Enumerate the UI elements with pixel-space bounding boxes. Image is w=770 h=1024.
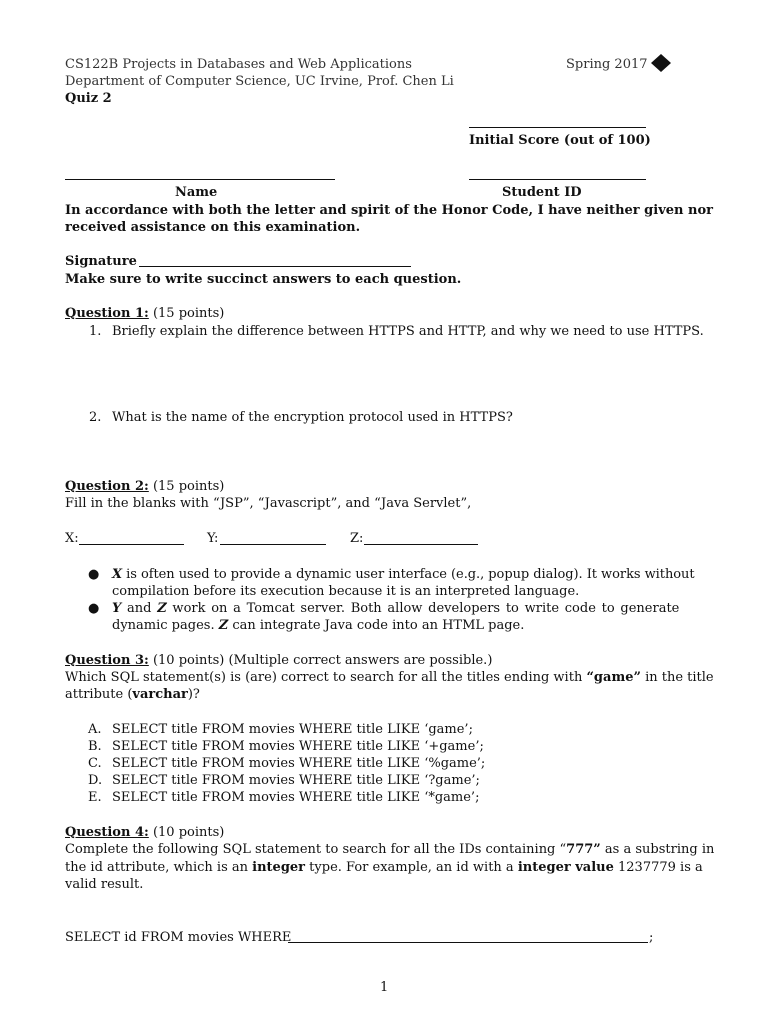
signature-line[interactable] xyxy=(139,266,411,267)
q4-integer-value: integer value xyxy=(517,860,614,875)
var-x: X xyxy=(112,567,123,582)
option-d-text: SELECT title FROM movies WHERE title LIKE ‘?game’; xyxy=(112,773,480,788)
sql-prefix: SELECT id FROM movies WHERE xyxy=(65,930,292,945)
bullet-1-text: is often used to provide a dynamic user interface (e.g., popup dialog). It works without xyxy=(122,567,695,582)
q1-title: Question 1: xyxy=(65,306,149,321)
q3-text-d: attribute ( xyxy=(65,687,133,702)
name-line[interactable] xyxy=(65,179,335,180)
var-z: Z xyxy=(157,601,167,616)
bullet-2-line-2 xyxy=(112,617,524,634)
q4-line-2 xyxy=(65,859,703,876)
option-b-text: SELECT title FROM movies WHERE title LIKE ‘+game’; xyxy=(112,739,484,754)
bullet-1-icon: ● xyxy=(88,567,100,582)
q1-item-1-text: Briefly explain the difference between HTTPS and HTTP, and why we need to use HTTPS. xyxy=(112,324,704,339)
q3-text-e: )? xyxy=(187,687,200,702)
q2-title: Question 2: xyxy=(65,479,149,494)
signature-label: Signature xyxy=(65,254,137,269)
q1-heading xyxy=(65,305,224,322)
q3-text-a: Which SQL statement(s) is (are) correct to search for all the titles ending with xyxy=(65,670,587,685)
q4-integer: integer xyxy=(252,860,306,875)
option-c-letter: C. xyxy=(88,756,102,771)
blank-y-label: Y: xyxy=(207,531,219,546)
student-id-line[interactable] xyxy=(469,179,646,180)
course-title: CS122B Projects in Databases and Web Applications xyxy=(65,57,412,72)
option-a-text: SELECT title FROM movies WHERE title LIKE ‘game’; xyxy=(112,722,473,737)
q1-points: (15 points) xyxy=(148,306,225,321)
page-number: 1 xyxy=(380,980,389,995)
q2-heading xyxy=(65,478,224,495)
initial-score-label: Initial Score (out of 100) xyxy=(469,133,651,148)
q1-item-1-num: 1. xyxy=(89,324,102,339)
name-label: Name xyxy=(175,185,218,200)
term: Spring 2017 xyxy=(566,57,648,72)
q3-title: Question 3: xyxy=(65,653,149,668)
score-line[interactable] xyxy=(469,127,646,128)
bullet-2-text-b: can integrate Java code into an HTML page. xyxy=(228,618,525,633)
q4-text-e: type. For example, an id with a xyxy=(305,860,518,875)
q4-line-3: valid result. xyxy=(65,877,144,892)
q1-item-2-text: What is the name of the encryption protocol used in HTTPS? xyxy=(112,410,513,425)
bullet-2-line-1 xyxy=(112,600,679,617)
blank-y-line[interactable] xyxy=(220,544,326,545)
q3-line-2 xyxy=(65,686,200,703)
q4-text-a: Complete the following SQL statement to search for all the IDs containing “ xyxy=(65,842,567,857)
q3-varchar: varchar xyxy=(132,687,188,702)
diamond-icon xyxy=(650,53,672,73)
honor-line-1: In accordance with both the letter and spirit of the Honor Code, I have neither given nor xyxy=(65,203,713,218)
option-b-letter: B. xyxy=(88,739,102,754)
quiz-title: Quiz 2 xyxy=(65,91,112,106)
q1-item-2-num: 2. xyxy=(89,410,102,425)
sql-suffix: ; xyxy=(649,930,654,945)
instruction: Make sure to write succinct answers to each question. xyxy=(65,272,462,287)
option-d-letter: D. xyxy=(88,773,103,788)
bullet-2-text-a: dynamic pages. xyxy=(112,618,219,633)
bullet-2-text: work on a Tomcat server. Both allow developers to write code to generate xyxy=(166,601,680,616)
option-c-text: SELECT title FROM movies WHERE title LIKE ‘%game’; xyxy=(112,756,486,771)
q4-777: 777” xyxy=(566,842,601,857)
q4-title: Question 4: xyxy=(65,825,149,840)
honor-line-2: received assistance on this examination. xyxy=(65,220,361,235)
blank-z-label: Z: xyxy=(350,531,364,546)
department: Department of Computer Science, UC Irvine, Prof. Chen Li xyxy=(65,74,454,89)
q4-heading xyxy=(65,824,224,841)
q3-heading xyxy=(65,652,492,669)
blank-x-label: X: xyxy=(65,531,79,546)
bullet-1-line-1 xyxy=(112,566,695,583)
student-id-label: Student ID xyxy=(502,185,582,200)
q4-points: (10 points) xyxy=(148,825,225,840)
q4-text-d: the id attribute, which is an xyxy=(65,860,253,875)
option-e-text: SELECT title FROM movies WHERE title LIKE ‘*game’; xyxy=(112,790,480,805)
option-a-letter: A. xyxy=(88,722,102,737)
q4-line-1 xyxy=(65,841,714,858)
q3-game: “game” xyxy=(586,670,641,685)
and-text: and xyxy=(121,601,158,616)
var-z-2: Z xyxy=(218,618,229,633)
q4-text-c: as a substring in xyxy=(600,842,715,857)
blank-z-line[interactable] xyxy=(364,544,478,545)
q3-line-1 xyxy=(65,669,714,686)
q3-text-c: in the title xyxy=(640,670,714,685)
q4-text-f: 1237779 is a xyxy=(613,860,703,875)
q2-instruction: Fill in the blanks with “JSP”, “Javascript”, and “Java Servlet”, xyxy=(65,496,472,511)
bullet-2-icon: ● xyxy=(88,601,100,616)
blank-x-line[interactable] xyxy=(79,544,184,545)
bullet-1-line-2: compilation before its execution because it is an interpreted language. xyxy=(112,584,580,599)
var-y: Y xyxy=(112,601,122,616)
option-e-letter: E. xyxy=(88,790,102,805)
q2-points: (15 points) xyxy=(148,479,225,494)
q3-points: (10 points) (Multiple correct answers are possible.) xyxy=(148,653,493,668)
sql-answer-line[interactable] xyxy=(288,942,648,943)
